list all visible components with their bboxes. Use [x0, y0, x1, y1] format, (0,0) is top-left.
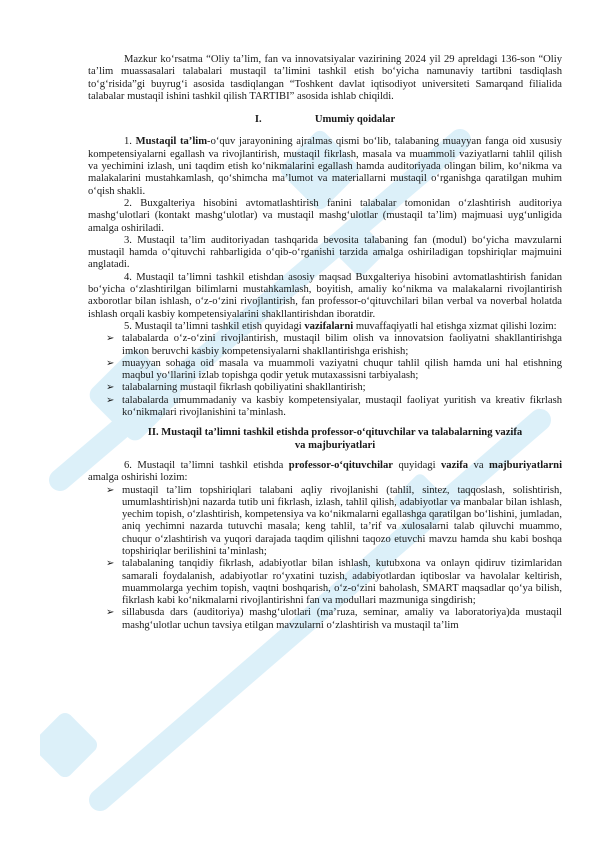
paragraph-6-term-3: majburiyatlarni: [489, 459, 563, 471]
paragraph-6-term-2: vazifa: [441, 459, 469, 471]
list-item-text: muayyan sohaga oid masala va muammoli vaziyatni chuqur tahlil qilish hamda uni hal etishning maqbul yo‘llarini izlab topishga qodir yetuk mutaxassisni tarbiyalash;: [122, 357, 562, 382]
paragraph-6-mid-2: va: [468, 459, 490, 471]
arrow-right-icon: ➢: [106, 558, 115, 570]
paragraph-6: [88, 460, 562, 485]
arrow-right-icon: ➢: [106, 394, 115, 406]
list-item: [88, 358, 562, 383]
list-item-text: talabalarda umummadaniy va kasbiy kompetensiyalar, mustaqil faoliyat yuritish va kreativ fikrlash ko‘nikmalari rivojlanishini ta’minlash.: [122, 394, 562, 419]
paragraph-1: [88, 136, 562, 197]
duties-list: [88, 485, 562, 633]
paragraph-1-lead: 1.: [124, 136, 136, 148]
paragraph-6-text: amalga oshirishi lozim:: [88, 472, 188, 484]
list-item: [88, 333, 562, 358]
paragraph-1-term: Mustaqil ta’lim: [135, 136, 208, 148]
section-1-heading: [88, 114, 562, 126]
list-item: [88, 382, 562, 394]
list-item-text: talabalarning mustaqil fikrlash qobiliyatini shakllantirish;: [122, 382, 366, 394]
list-item: [88, 395, 562, 420]
paragraph-1-text: -o‘quv jarayonining ajralmas qismi bo‘lib, talabaning muayyan fanga oid xususiy kompetensiyalarni egallash va rivojlantirish, mustaqil fikrlash, masala va muammoli vaziyatlarni tahlil qilish va yechimini izlash, uni taqdim etish ko‘nikmalarini egallash hamda auditoriyada olingan bilim, ko‘nikma va malakalarini mustahkamlash, qo‘shimcha ma’lumot va materiallarni mustaqil o‘rganishga qaratilgan muhim o‘qish shakli.: [88, 136, 562, 197]
section-2-title-line2: va majburiyatlari: [294, 439, 376, 451]
arrow-right-icon: ➢: [106, 484, 115, 496]
paragraph-5: [88, 321, 562, 333]
paragraph-6-lead: 6. Mustaqil ta’limni tashkil etishda: [124, 459, 289, 471]
section-2-heading: [88, 427, 562, 452]
intro-paragraph: Mazkur ko‘rsatma “Oliy ta’lim, fan va innovatsiyalar vazirining 2024 yil 29 apreldagi 136-son “Oliy ta’lim muassasalari talabalari mustaqil ta’limini tashkil etish bo‘yicha namunaviy tartibni tasdiqlash to‘g‘risida”gi buyrug‘i asosida tasdiqlangan “Toshkent davlat iqtisodiyot universiteti Samarqand filialida talabalar mustaqil ishini tashkil qilish TARTIBI” asosida ishlab chiqildi.: [88, 54, 562, 102]
list-item: [88, 607, 562, 632]
paragraph-4: 4. Mustaqil ta’limni tashkil etishdan asosiy maqsad Buxgalteriya hisobini avtomatlashtirish fanidan bo‘yicha o‘zlashtirilgan bilimlarni mustahkamlash, boyitish, amaliy ko‘nikma va malakalarni rivojlantirish axborotlar bilan ishlash, o‘z-o‘zini rivojlantirish, fan professor-o‘qituvchilari bilan verbal va noverbal holatda ishlash orqali kasbiy kompetensiyalarini shakllantirishdan iboratdir.: [88, 271, 562, 320]
list-item-text: talabalaning tanqidiy fikrlash, adabiyotlar bilan ishlash, kutubxona va onlayn qidiruv tizimlaridan samarali foydalanish, adabiyotlar ro‘yxatini tuzish, adabiyotlardan iqtiboslar va havolalar keltirish, muammolarga yechim topish, vaqtni boshqarish, o‘z-o‘zini baholash, SMART maqsadlar qo‘ya bilish, fikrlash kabi ko‘nikmalarni rivojlantirishni fan va modullari mazmuniga singdirish;: [122, 558, 562, 607]
paragraph-5-lead: 5. Mustaqil ta’limni tashkil etish quyidagi: [124, 320, 305, 332]
paragraph-3: 3. Mustaqil ta’lim auditoriyadan tashqarida bevosita talabaning fan (modul) bo‘yicha mavzularni mustaqil hamda o‘qituvchi rahbarligida o‘qib-o‘rganishi tarzida amalga oshiriladigan topshiriqlar majmuini anglatadi.: [88, 234, 562, 271]
arrow-right-icon: ➢: [106, 333, 115, 345]
list-item: [88, 485, 562, 559]
arrow-right-icon: ➢: [106, 357, 115, 369]
paragraph-2: 2. Buxgalteriya hisobini avtomatlashtirish fanini talabalar tomonidan o‘zlashtirish auditoriya mashg‘ulotlari (kontakt mashg‘ulotlar) va mustaqil mashg‘ulotlar (mustaqil ta’lim) majmuasi uyg‘unligida amalga oshiriladi.: [88, 197, 562, 234]
tasks-list: [88, 333, 562, 419]
list-item-text: sillabusda dars (auditoriya) mashg‘ulotlari (ma’ruza, seminar, amaliy va laboratoriya)da mustaqil mashg‘ulotlar uchun tavsiya etilgan mavzularni o‘zlashtirish va mustaqil ta’lim: [122, 607, 562, 631]
arrow-right-icon: ➢: [106, 382, 115, 394]
paragraph-6-mid: quyidagi: [392, 459, 441, 471]
arrow-right-icon: ➢: [106, 607, 115, 619]
paragraph-6-term-1: professor-o‘qituvchilar: [288, 459, 393, 471]
document-page: [88, 54, 562, 632]
list-item-text: talabalarda o‘z-o‘zini rivojlantirish, mustaqil bilim olish va innovatsion faoliyatni shakllantirishga imkon beruvchi kasbiy kompetensiyalarni shakllantirishga erishish;: [122, 333, 562, 357]
list-item-text: mustaqil ta’lim topshiriqlari talabani aqliy rivojlanishi (tahlil, sintez, taqqoslash, solishtirish, umumlashtirish)ni nazarda tutib uni fikrlash, izlash, tahlil qilish, adabiyotlar va manbalar bilan ishlash, yechim topish, o‘zlashtirish, kompetensiya va ko‘nikmalarni egallashga qaratilgan bo‘lishini, jumladan, aniq yechimni nazarda tutuvchi masala; keng tahlil, ta’rif va xulosalarni talab qiluvchi muammo, chuqur o‘zlashtirish va yuqori darajada taqdim qilishni taqozo etuvchi mavzu hamda shu kabi boshqa topshiriqlar berilishini ta’minlash;: [122, 484, 562, 557]
section-1-number: I.: [254, 114, 262, 126]
paragraph-5-term: vazifalarni: [304, 320, 354, 332]
section-2-title-line1: II. Mustaqil ta’limni tashkil etishda professor-o‘qituvchilar va talabalarning vazifa: [147, 427, 523, 439]
section-1-title: Umumiy qoidalar: [314, 114, 396, 126]
list-item: [88, 558, 562, 607]
paragraph-5-text: muvaffaqiyatli hal etishga xizmat qilishi lozim:: [353, 320, 557, 332]
